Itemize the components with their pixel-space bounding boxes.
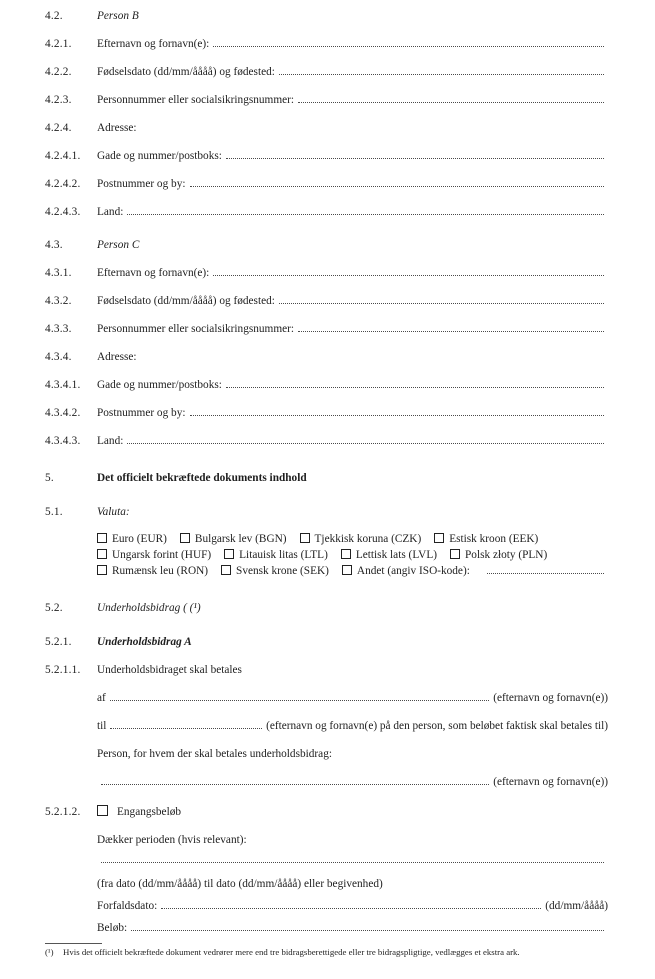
item-number: 5.2.1. (45, 636, 72, 648)
label-suffix: (dd/mm/åååå) (545, 900, 608, 912)
section-title: Person B (97, 10, 139, 22)
fill-in-line[interactable] (190, 186, 605, 187)
item-number: 4.3.1. (45, 267, 72, 279)
payer-name-fill-in[interactable] (110, 700, 489, 701)
currency-option-eek[interactable] (434, 532, 538, 546)
checkbox-icon[interactable] (97, 565, 107, 575)
label-suffix: (efternavn og fornavn(e)) (493, 692, 608, 704)
checkbox-icon[interactable] (342, 565, 352, 575)
field-label: Land: (97, 206, 124, 218)
iso-code-fill-in[interactable] (487, 573, 604, 574)
field-label: Adresse: (97, 351, 137, 363)
item-number: 4.2.4. (45, 122, 72, 134)
item-number: 4.2.4.2. (45, 178, 81, 190)
item-number: 4.2.2. (45, 66, 72, 78)
item-number: 4.2. (45, 10, 63, 22)
section-heading: Det officielt bekræftede dokuments indhold (97, 472, 307, 484)
beneficiary-name-fill-in[interactable] (101, 784, 489, 785)
checkbox-icon[interactable] (341, 549, 351, 559)
fill-in-line[interactable] (298, 331, 604, 332)
checkbox-icon[interactable] (224, 549, 234, 559)
payer-row (45, 692, 608, 705)
item-number: 4.2.1. (45, 38, 72, 50)
fill-in-line[interactable] (226, 158, 604, 159)
field-label: Personnummer eller socialsikringsnummer: (97, 323, 295, 335)
item-number: 5.2. (45, 602, 63, 614)
lump-sum-checkbox[interactable] (97, 805, 108, 816)
section-4-3 (45, 239, 608, 252)
currency-label: Estisk kroon (EEK) (449, 533, 539, 545)
checkbox-icon[interactable] (450, 549, 460, 559)
field-label: Land: (97, 435, 124, 447)
currency-option-other[interactable] (342, 564, 470, 578)
form-row (45, 295, 608, 308)
field-label: af (97, 692, 106, 704)
field-label: Postnummer og by: (97, 407, 186, 419)
field-label: Personnummer eller socialsikringsnummer: (97, 94, 295, 106)
fill-in-line[interactable] (213, 46, 604, 47)
currency-row-2 (45, 548, 608, 562)
section-5-2 (45, 602, 608, 615)
fill-in-line[interactable] (127, 443, 604, 444)
footnote-text: Hvis det officielt bekræftede dokument vedrører mere end tre bidragsberettigede eller tre bidragspligtige, vedlægges et ekstra ark. (63, 947, 520, 957)
form-row (45, 206, 608, 219)
section-5-1 (45, 506, 608, 519)
fill-in-line[interactable] (279, 74, 604, 75)
currency-option-eur[interactable] (97, 532, 167, 546)
item-number: 4.3.2. (45, 295, 72, 307)
item-number: 5.2.1.1. (45, 664, 81, 676)
currency-option-bgn[interactable] (180, 532, 287, 546)
field-label: Fødselsdato (dd/mm/åååå) og fødested: (97, 295, 275, 307)
section-title: Underholdsbidrag ( (¹) (97, 602, 201, 614)
field-label: Postnummer og by: (97, 178, 186, 190)
field-label: Underholdsbidraget skal betales (97, 664, 242, 676)
due-date-row (45, 900, 608, 913)
checkbox-icon[interactable] (221, 565, 231, 575)
amount-row (45, 922, 608, 935)
currency-label: Rumænsk leu (RON) (112, 565, 209, 577)
field-label: Gade og nummer/postboks: (97, 379, 222, 391)
currency-option-lvl[interactable] (341, 548, 437, 562)
item-number: 5.2.1.2. (45, 806, 81, 818)
currency-label: Ungarsk forint (HUF) (112, 549, 212, 561)
footnote-divider (45, 943, 102, 944)
fill-in-line[interactable] (298, 102, 604, 103)
field-label: til (97, 720, 107, 732)
period-label-row (45, 834, 608, 847)
form-row (45, 351, 608, 364)
amount-fill-in[interactable] (131, 930, 604, 931)
currency-label: Lettisk lats (LVL) (355, 549, 438, 561)
period-fill-in[interactable] (101, 862, 604, 863)
form-row (45, 407, 608, 420)
footnote-marker: (¹) (45, 947, 54, 957)
period-fill-row (45, 862, 608, 863)
item-number: 4.2.4.1. (45, 150, 81, 162)
form-row (45, 379, 608, 392)
item-number: 4.3.4.1. (45, 379, 81, 391)
item-number: 4.3.4.2. (45, 407, 81, 419)
field-label: Dækker perioden (hvis relevant): (97, 834, 247, 846)
currency-label: Andet (angiv ISO-kode): (356, 565, 470, 577)
form-row (45, 267, 608, 280)
field-label: Efternavn og fornavn(e): (97, 38, 210, 50)
item-number: 4.2.4.3. (45, 206, 81, 218)
currency-row-3 (45, 564, 608, 578)
item-number: 4.3. (45, 239, 63, 251)
period-hint-row (45, 878, 608, 891)
field-label: Beløb: (97, 922, 128, 934)
currency-option-pln[interactable] (450, 548, 547, 562)
section-5-2-1-2 (45, 804, 608, 819)
beneficiary-name-row (45, 776, 608, 789)
form-page (0, 10, 655, 979)
item-number: 4.3.4. (45, 351, 72, 363)
fill-in-line[interactable] (127, 214, 604, 215)
currency-option-czk[interactable] (300, 532, 422, 546)
field-label: Person, for hvem der skal betales underholdsbidrag: (97, 748, 332, 760)
section-title: Underholdsbidrag A (97, 636, 192, 648)
form-row (45, 435, 608, 448)
currency-option-ltl[interactable] (224, 548, 328, 562)
checkbox-icon[interactable] (434, 533, 444, 543)
checkbox-icon[interactable] (97, 533, 107, 543)
field-label: Forfaldsdato: (97, 900, 158, 912)
currency-label: Polsk złoty (PLN) (465, 549, 548, 561)
section-title: Valuta: (97, 506, 130, 518)
currency-label: Euro (EUR) (112, 533, 167, 545)
field-label: Fødselsdato (dd/mm/åååå) og fødested: (97, 66, 275, 78)
form-row (45, 38, 608, 51)
form-row (45, 178, 608, 191)
due-date-fill-in[interactable] (161, 908, 541, 909)
label-suffix: (efternavn og fornavn(e) på den person, som beløbet faktisk skal betales til) (266, 720, 608, 732)
payee-name-fill-in[interactable] (110, 728, 262, 729)
form-row (45, 122, 608, 135)
form-row (45, 150, 608, 163)
fill-in-line[interactable] (190, 415, 605, 416)
currency-label: Litauisk litas (LTL) (239, 549, 328, 561)
currency-option-sek[interactable] (221, 564, 329, 578)
currency-option-ron[interactable] (97, 564, 208, 578)
checkbox-icon[interactable] (180, 533, 190, 543)
fill-in-line[interactable] (279, 303, 604, 304)
footnote (45, 943, 608, 958)
currency-label: Tjekkisk koruna (CZK) (314, 533, 422, 545)
label-suffix: (efternavn og fornavn(e)) (493, 776, 608, 788)
form-row (45, 94, 608, 107)
payee-row (45, 720, 608, 733)
section-4-2 (45, 10, 608, 23)
item-number: 4.2.3. (45, 94, 72, 106)
beneficiary-row (45, 748, 608, 761)
checkbox-icon[interactable] (97, 549, 107, 559)
section-5-2-1 (45, 636, 608, 649)
field-label: Gade og nummer/postboks: (97, 150, 222, 162)
checkbox-icon[interactable] (300, 533, 310, 543)
field-label: Engangsbeløb (117, 806, 182, 818)
form-row (45, 66, 608, 79)
fill-in-line[interactable] (226, 387, 604, 388)
item-number: 4.3.4.3. (45, 435, 81, 447)
form-row (45, 323, 608, 336)
currency-label: Svensk krone (SEK) (236, 565, 329, 577)
form-row (45, 664, 608, 677)
currency-row-1 (45, 532, 608, 546)
item-number: 5. (45, 472, 54, 484)
field-label: Efternavn og fornavn(e): (97, 267, 210, 279)
section-5 (45, 472, 608, 485)
section-title: Person C (97, 239, 140, 251)
item-number: 4.3.3. (45, 323, 72, 335)
field-label: Adresse: (97, 122, 137, 134)
item-number: 5.1. (45, 506, 63, 518)
field-label: (fra dato (dd/mm/åååå) til dato (dd/mm/åååå) eller begivenhed) (97, 878, 383, 890)
fill-in-line[interactable] (213, 275, 604, 276)
currency-label: Bulgarsk lev (BGN) (194, 533, 287, 545)
currency-option-huf[interactable] (97, 548, 211, 562)
